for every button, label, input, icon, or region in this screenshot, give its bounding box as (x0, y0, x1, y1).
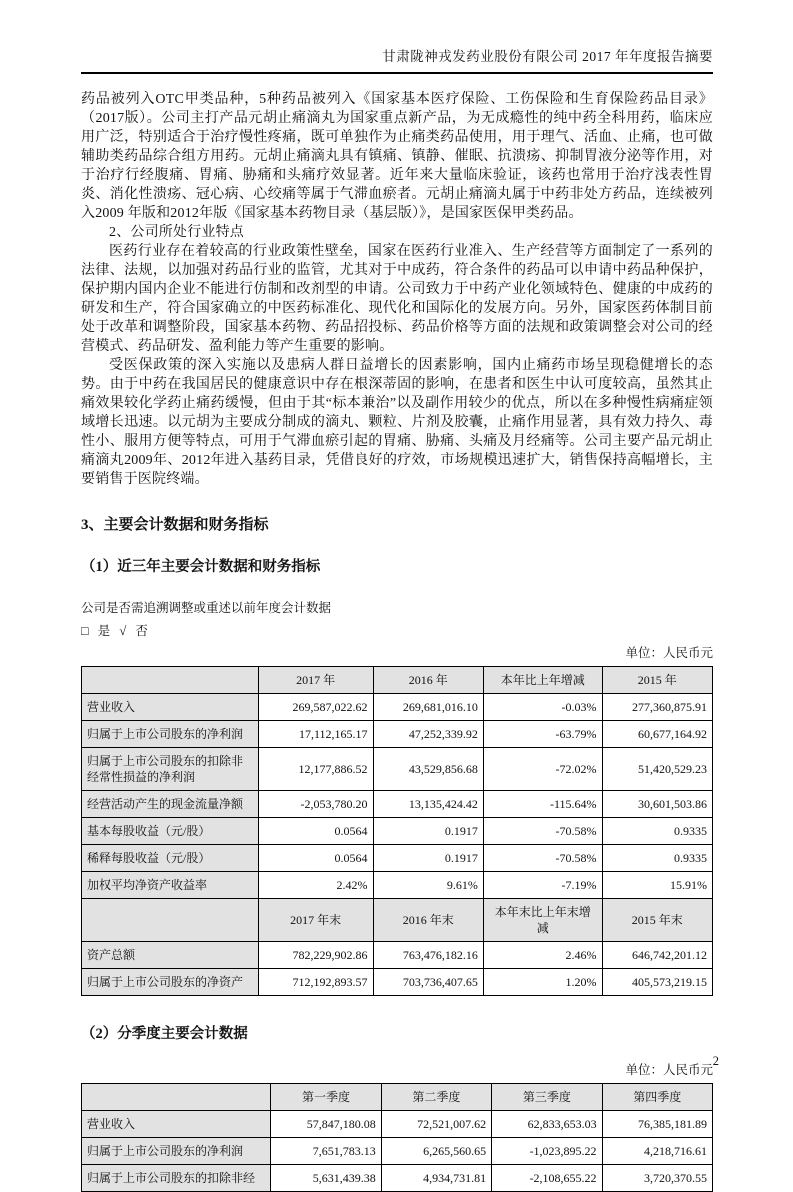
row-label-cell: 归属于上市公司股东的净资产 (82, 969, 259, 996)
value-cell: -2,053,780.20 (258, 791, 373, 818)
row-label-cell: 营业收入 (82, 1111, 271, 1138)
column-header-cell: 2016 年 (373, 667, 483, 694)
table-row (82, 748, 713, 791)
column-header-cell: 2017 年末 (258, 899, 373, 942)
value-cell: -72.02% (483, 748, 602, 791)
value-cell: 43,529,856.68 (373, 748, 483, 791)
row-label-cell: 基本每股收益（元/股） (82, 818, 259, 845)
value-cell: 0.1917 (373, 818, 483, 845)
value-cell: 7,651,783.13 (271, 1138, 381, 1165)
table-row (82, 1165, 713, 1192)
value-cell: 269,587,022.62 (258, 694, 373, 721)
row-label-cell: 加权平均净资产收益率 (82, 872, 259, 899)
row-label-cell: 归属于上市公司股东的扣除非经常性损益的净利润 (82, 748, 259, 791)
value-cell: 13,135,424.42 (373, 791, 483, 818)
table-row (82, 791, 713, 818)
report-header-title: 甘肃陇神戎发药业股份有限公司 2017 年年度报告摘要 (382, 49, 713, 64)
table-row (82, 969, 713, 996)
value-cell: -1,023,895.22 (492, 1138, 602, 1165)
row-label-cell: 归属于上市公司股东的净利润 (82, 1138, 271, 1165)
value-cell: 5,631,439.38 (271, 1165, 381, 1192)
value-cell: 0.0564 (258, 845, 373, 872)
checkbox-unchecked-icon: □ (81, 624, 89, 638)
table-row (82, 1138, 713, 1165)
heading-industry-characteristics: 2、公司所处行业特点 (109, 225, 244, 240)
value-cell: 3,720,370.55 (602, 1165, 712, 1192)
column-header-cell: 本年末比上年末增减 (483, 899, 602, 942)
row-label-cell: 资产总额 (82, 942, 259, 969)
row-label-cell: 归属于上市公司股东的净利润 (82, 721, 259, 748)
value-cell: 72,521,007.62 (381, 1111, 491, 1138)
column-header-cell: 2015 年末 (602, 899, 712, 942)
value-cell: 51,420,529.23 (602, 748, 712, 791)
column-header-cell: 第一季度 (271, 1084, 381, 1111)
currency-unit-label-1: 单位：人民币元 (625, 646, 713, 660)
value-cell: 47,252,339.92 (373, 721, 483, 748)
table-row (82, 721, 713, 748)
value-cell: 277,360,875.91 (602, 694, 712, 721)
value-cell: 763,476,182.16 (373, 942, 483, 969)
column-header-cell (82, 1084, 271, 1111)
column-header-cell: 2017 年 (258, 667, 373, 694)
value-cell: -2,108,655.22 (492, 1165, 602, 1192)
restatement-options (81, 621, 713, 639)
column-header-cell: 2015 年 (602, 667, 712, 694)
table-row (82, 942, 713, 969)
table-row (82, 845, 713, 872)
value-cell: 6,265,560.65 (381, 1138, 491, 1165)
value-cell: 782,229,902.86 (258, 942, 373, 969)
paragraph-industry: 医药行业存在着较高的行业政策性壁垒，国家在医药行业准入、生产经营等方面制定了一系列的法律、法规，以加强对药品行业的监管，尤其对于中成药，符合条件的药品可以申请中药品种保护，保护期内国内企业不能进行仿制和改剂型的申请。公司致力于中药产业化领域特色、健康的中成药的研发和生产，符合国家确立的中医药标准化、现代化和国际化的发展方向。另外，国家医药体制目前处于改革和调整阶段，国家基本药物、药品招投标、药品价格等方面的法规和政策调整会对公司的经营模式、药品研发、盈利能力等产生重要的影响。 (81, 244, 713, 354)
value-cell: 405,573,219.15 (602, 969, 712, 996)
value-cell: 15.91% (602, 872, 712, 899)
table-row (82, 818, 713, 845)
value-cell: 703,736,407.65 (373, 969, 483, 996)
option-yes-label: 是 (97, 624, 111, 638)
value-cell: 4,218,716.61 (602, 1138, 712, 1165)
section-3-title: 3、主要会计数据和财务指标 (81, 517, 269, 533)
paragraph-market-growth: 受医保政策的深入实施以及患病人群日益增长的因素影响，国内止痛药市场呈现稳健增长的态势。由于中药在我国居民的健康意识中存在根深蒂固的影响，在患者和医生中认可度较高，虽然其止痛效果较化学药止痛药缓慢，但由于其“标本兼治”以及副作用较少的优点，所以在多种慢性病痛症领域增长迅速。以元胡为主要成分制成的滴丸、颗粒、片剂及胶囊，止痛作用显著，具有效力持久、毒性小、服用方便等特点，可用于气滞血瘀引起的胃痛、胁痛、头痛及月经痛等。公司主要产品元胡止痛滴丸2009年、2012年进入基药目录，凭借良好的疗效，市场规模迅速扩大，销售保持高幅增长，主要销售于医院终端。 (81, 358, 713, 487)
column-header-cell (82, 899, 259, 942)
row-label-cell: 稀释每股收益（元/股） (82, 845, 259, 872)
value-cell: -115.64% (483, 791, 602, 818)
column-header-cell: 第二季度 (381, 1084, 491, 1111)
table-header-row (82, 1084, 713, 1111)
value-cell: 76,385,181.89 (602, 1111, 712, 1138)
value-cell: -7.19% (483, 872, 602, 899)
value-cell: 17,112,165.17 (258, 721, 373, 748)
column-header-cell: 第四季度 (602, 1084, 712, 1111)
subsection-1-title: （1）近三年主要会计数据和财务指标 (81, 559, 321, 575)
value-cell: 712,192,893.57 (258, 969, 373, 996)
value-cell: 2.46% (483, 942, 602, 969)
value-cell: -70.58% (483, 818, 602, 845)
value-cell: -63.79% (483, 721, 602, 748)
value-cell: 0.9335 (602, 845, 712, 872)
value-cell: 30,601,503.86 (602, 791, 712, 818)
value-cell: 9.61% (373, 872, 483, 899)
restatement-question: 公司是否需追溯调整或重述以前年度会计数据 (81, 601, 332, 615)
value-cell: 2.42% (258, 872, 373, 899)
row-label-cell: 营业收入 (82, 694, 259, 721)
value-cell: 0.0564 (258, 818, 373, 845)
paragraph-product-listing: 药品被列入OTC甲类品种，5种药品被列入《国家基本医疗保险、工伤保险和生育保险药品目录》（2017版）。公司主打产品元胡止痛滴丸为国家重点新产品，为无成瘾性的纯中药全科用药，临床应用广泛，特别适合于治疗慢性疼痛，既可单独作为止痛类药品使用，用于理气、活血、止痛，也可做辅助类药品综合组方用药。元胡止痛滴丸具有镇痛、镇静、催眠、抗溃疡、抑制胃液分泌等作用，对于治疗行经腹痛、胃痛、胁痛和头痛疗效显著。近年来大量临床验证，该药也常用于治疗浅表性胃炎、消化性溃疡、冠心病、心绞痛等属于气滞血瘀者。元胡止痛滴丸属于中药非处方药品，连续被列入2009 年版和2012年版《国家基本药物目录（基层版）》，是国家医保甲类药品。 (81, 92, 713, 221)
value-cell: 269,681,016.10 (373, 694, 483, 721)
column-header-cell (82, 667, 259, 694)
value-cell: 12,177,886.52 (258, 748, 373, 791)
quarterly-financials-table (81, 1083, 713, 1192)
row-label-cell: 经营活动产生的现金流量净额 (82, 791, 259, 818)
value-cell: 4,934,731.81 (381, 1165, 491, 1192)
table-row (82, 872, 713, 899)
table-header-row (82, 667, 713, 694)
value-cell: 0.9335 (602, 818, 712, 845)
column-header-cell: 第三季度 (492, 1084, 602, 1111)
value-cell: 62,833,653.03 (492, 1111, 602, 1138)
subsection-2-title: （2）分季度主要会计数据 (81, 1026, 248, 1042)
header-divider (81, 72, 713, 74)
option-no-label: 否 (135, 624, 148, 638)
page-number: 2 (712, 1054, 719, 1068)
value-cell: 646,742,201.12 (602, 942, 712, 969)
table-row (82, 694, 713, 721)
value-cell: 0.1917 (373, 845, 483, 872)
value-cell: 1.20% (483, 969, 602, 996)
value-cell: -70.58% (483, 845, 602, 872)
value-cell: 57,847,180.08 (271, 1111, 381, 1138)
column-header-cell: 2016 年末 (373, 899, 483, 942)
value-cell: -0.03% (483, 694, 602, 721)
table-row (82, 1111, 713, 1138)
checkmark-icon: √ (119, 624, 127, 638)
column-header-cell: 本年比上年增减 (483, 667, 602, 694)
currency-unit-label-2: 单位：人民币元 (625, 1063, 713, 1077)
value-cell: 60,677,164.92 (602, 721, 712, 748)
row-label-cell: 归属于上市公司股东的扣除非经 (82, 1165, 271, 1192)
annual-financials-table (81, 666, 713, 996)
table-header-row (82, 899, 713, 942)
